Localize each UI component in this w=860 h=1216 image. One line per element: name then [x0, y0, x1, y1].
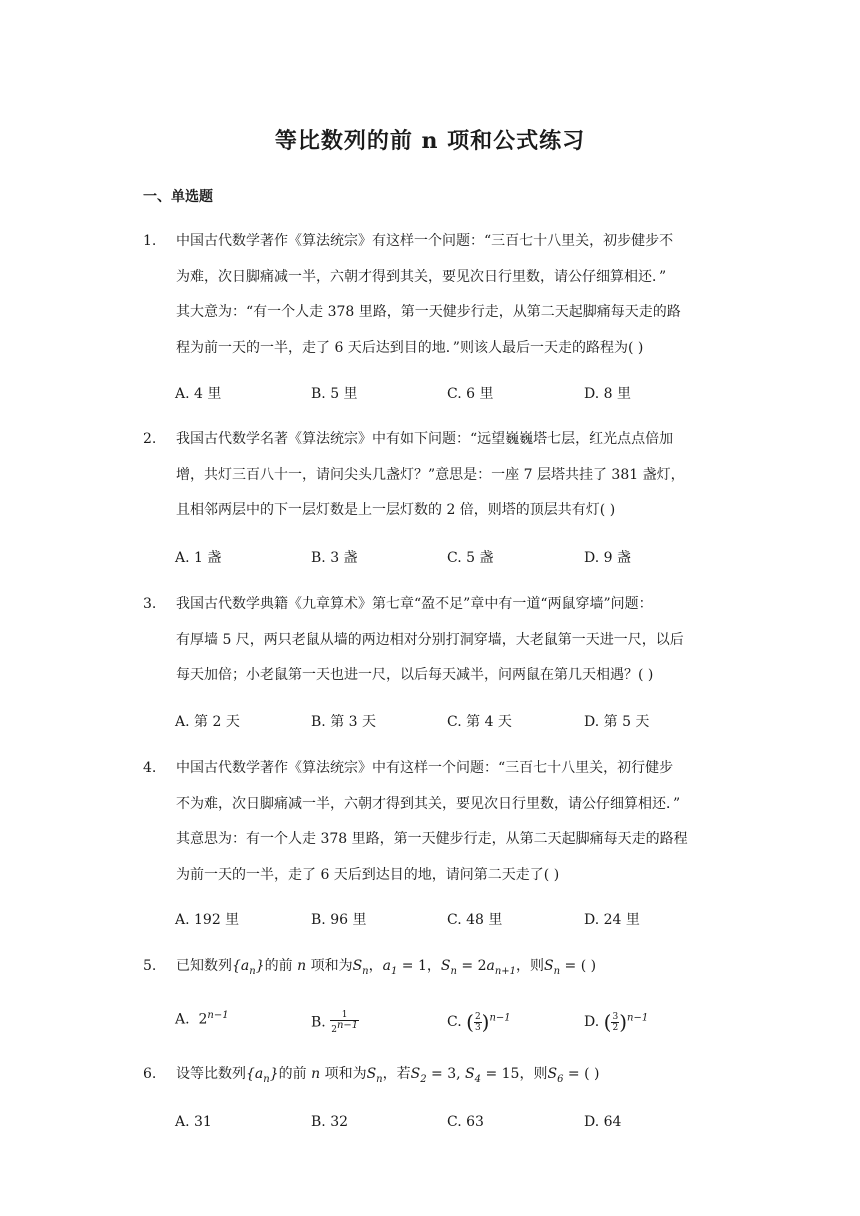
option-a[interactable]: A. 192 里	[175, 912, 240, 928]
option-d[interactable]: D. 24 里	[584, 912, 640, 928]
option-d[interactable]: D. 9 盏	[584, 550, 631, 566]
question-number: 6.	[143, 1066, 157, 1082]
question-line: 且相邻两层中的下一层灯数是上一层灯数的 2 倍，则塔的顶层共有灯( )	[176, 502, 616, 518]
section-heading: 一、单选题	[143, 189, 213, 205]
option-b[interactable]: B. 32	[311, 1114, 349, 1130]
option-c[interactable]: C. ( $\frac{2}{3}$ )$^{n-1}$	[447, 1010, 511, 1034]
option-c[interactable]: C. 5 盏	[447, 550, 494, 566]
question-text	[176, 587, 724, 694]
question-text: 设等比数列$\{a_n\}$的前 n 项和为$S_n$，若$S_2 = 3$, $S_4 = 15$，则$S_6$ = ( )	[176, 1066, 600, 1085]
options-2	[175, 547, 735, 571]
option-d[interactable]: D. 64	[584, 1114, 622, 1130]
question-line: 我国古代数学典籍《九章算术》第七章“盈不足”章中有一道“两鼠穿墙”问题：	[176, 596, 653, 612]
option-a[interactable]: A. 第 2 天	[175, 714, 240, 730]
option-a[interactable]: A. 1 盏	[175, 550, 222, 566]
question-text	[176, 751, 724, 893]
option-c[interactable]: C. 6 里	[447, 386, 494, 402]
question-line: 其大意为：“有一个人走 378 里路，第一天健步行走，从第二天起脚痛每天走的路	[176, 304, 681, 320]
question-text	[176, 422, 724, 529]
question-line: 增，共灯三百八十一，请问尖头几盏灯？”意思是：一座 7 层塔共挂了 381 盏灯，	[176, 466, 685, 483]
option-c[interactable]: C. 63	[447, 1114, 484, 1130]
question-line: 每天加倍；小老鼠第一天也进一尺，以后每天减半，问两鼠在第几天相遇？( )	[176, 667, 654, 683]
options-3	[175, 711, 735, 735]
option-a[interactable]: A. 4 里	[175, 386, 222, 402]
question-line: 我国古代数学名著《算法统宗》中有如下问题：“远望巍巍塔七层，红光点点倍加	[176, 431, 674, 447]
question-line: 中国古代数学著作《算法统宗》有这样一个问题：“三百七十八里关，初步健步不	[176, 233, 674, 249]
question-number: 5.	[143, 958, 157, 974]
option-c[interactable]: C. 第 4 天	[447, 714, 512, 730]
question-number: 3.	[143, 596, 157, 612]
question-number: 1.	[143, 233, 157, 249]
option-b[interactable]: B. $\frac{1}{2^{n-1}}$	[311, 1010, 359, 1035]
question-number: 2.	[143, 431, 157, 447]
option-c[interactable]: C. 48 里	[447, 912, 503, 928]
page-title: 等比数列的前 n 项和公式练习	[274, 128, 586, 154]
option-b[interactable]: B. 3 盏	[311, 550, 358, 566]
question-text	[176, 224, 724, 366]
question-line: 为难，次日脚痛减一半，六朝才得到其关，要见次日行里数，请公仔细算相还．”	[176, 268, 667, 285]
question-line: 其意思为：有一个人走 378 里路，第一天健步行走，从第二天起脚痛每天走的路程	[176, 831, 688, 847]
options-1	[175, 383, 735, 407]
question-line: 有厚墙 5 尺，两只老鼠从墙的两边相对分别打洞穿墙，大老鼠第一天进一尺，以后	[176, 631, 684, 648]
question-line: 不为难，次日脚痛减一半，六朝才得到其关，要见次日行里数，请公仔细算相还．”	[176, 795, 681, 812]
question-line: 程为前一天的一半，走了 6 天后达到目的地．”则该人最后一天走的路程为( )	[176, 339, 644, 356]
options-6	[175, 1114, 735, 1138]
question-text: 已知数列$\{a_n\}$的前 n 项和为$S_n$，$a_1 = 1$，$S_n = 2a_{n+1}$，则$S_n$ = ( )	[176, 958, 597, 977]
question-line: 中国古代数学著作《算法统宗》中有这样一个问题：“三百七十八里关，初行健步	[176, 760, 674, 776]
option-b[interactable]: B. 第 3 天	[311, 714, 376, 730]
option-d[interactable]: D. 第 5 天	[584, 714, 650, 730]
question-line: 为前一天的一半，走了 6 天后到达目的地，请问第二天走了( )	[176, 866, 560, 883]
option-a[interactable]: A. 31	[175, 1114, 212, 1130]
option-b[interactable]: B. 5 里	[311, 386, 358, 402]
option-b[interactable]: B. 96 里	[311, 912, 367, 928]
option-d[interactable]: D. 8 里	[584, 386, 631, 402]
option-d[interactable]: D. ( $\frac{3}{2}$ )$^{n-1}$	[584, 1010, 649, 1034]
question-number: 4.	[143, 760, 157, 776]
options-5	[175, 1010, 735, 1040]
option-a[interactable]: A. $2^{n-1}$	[175, 1010, 229, 1028]
options-4	[175, 909, 735, 933]
